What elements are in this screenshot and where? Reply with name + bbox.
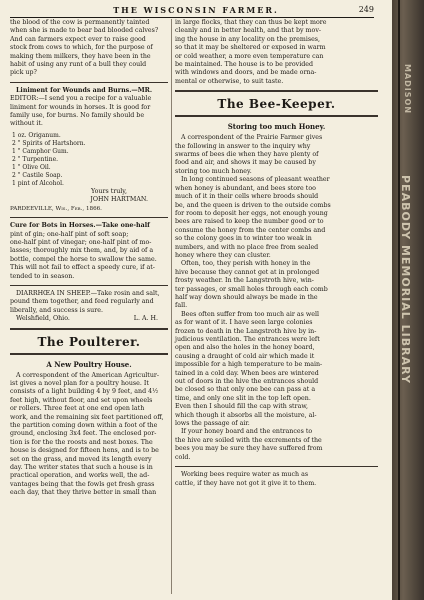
text-line: pick up? xyxy=(10,69,37,77)
right-column xyxy=(175,19,378,488)
place: Welshfield, Ohio. xyxy=(16,315,70,323)
intro-paragraph xyxy=(10,19,168,78)
text-line: Often, too, they perish with honey in the xyxy=(181,260,311,268)
poultry-article xyxy=(10,372,168,498)
text-line: numbers, and with no place free from sealed xyxy=(175,243,319,251)
section-rule xyxy=(10,328,168,331)
text-line: ist gives a novel plan for a poultry house. It xyxy=(10,379,149,387)
text-line: the partition coming down within a foot of the xyxy=(10,422,158,429)
diarrhea-article xyxy=(10,290,168,324)
text-line: mental or otherwise, to suit taste. xyxy=(175,77,284,85)
text-line: feet high, without floor, and set upon wheels xyxy=(10,396,153,404)
section-rule xyxy=(10,217,168,218)
text-line: cold. xyxy=(175,453,191,461)
text-line: so that it may be sheltered or exposed in warm xyxy=(175,44,326,52)
text-line: EDITOR:—I send you a recipe for a valuable xyxy=(10,95,152,103)
bots-heading: Cure for Bots in Horses.—Take one-half xyxy=(10,222,150,230)
text-line: be maintained. The house is to be provided xyxy=(175,61,314,69)
text-line: liberally, and success is sure. xyxy=(10,306,103,314)
section-rule xyxy=(10,285,168,286)
dateline: PARDEEVILLE, Wis., Feb., 1866. xyxy=(10,205,102,212)
text-line: or cold weather, a more even temperature can xyxy=(175,52,324,60)
text-line: And can farmers expect ever to raise good xyxy=(10,35,146,43)
text-line: work, and the remaining six feet partitioned off, xyxy=(10,413,164,421)
text-line: lows the passage of air. xyxy=(175,420,250,428)
text-line: the following in answer to the inquiry why xyxy=(175,142,311,150)
signature: JOHN HARTMAN. xyxy=(90,196,148,204)
section-rule xyxy=(175,115,378,118)
article-title: Storing too much Honey. xyxy=(227,122,326,132)
text-line: as for want of it. I have seen large colonies xyxy=(175,319,313,327)
text-line: or rollers. Three feet at one end open lath xyxy=(10,405,145,413)
text-line: when honey is abundant, and bees store too xyxy=(175,184,316,192)
text-line: so the colony goes in to winter too weak in xyxy=(175,235,312,243)
text-line: for room to deposit her eggs, not enough young xyxy=(175,209,328,217)
text-line: bees are raised to keep the number good or to xyxy=(175,218,324,226)
spine-label: PEABODY MEMORIAL LIBRARY xyxy=(399,175,412,384)
article-title: A New Poultry House. xyxy=(46,359,132,369)
text-line: set on the grass, and moved its length every xyxy=(10,455,152,463)
text-line: tended to in season. xyxy=(10,272,75,280)
text-line: bees you may be sure they have suffered from xyxy=(175,445,323,453)
text-line: day. The writer states that such a house is in xyxy=(10,464,153,472)
book-binding xyxy=(392,0,424,600)
text-line: which though it absorbs all the moisture, al- xyxy=(175,411,317,419)
text-line: open and also the holes in the honey board, xyxy=(175,344,315,352)
section-rule xyxy=(10,82,168,83)
text-line: when she is made to bear bad blooded calves? xyxy=(10,27,159,35)
text-line: pound them together, and feed regularly and xyxy=(10,298,154,306)
text-line: in large flocks, that they can thus be kept more xyxy=(175,19,327,26)
text-line: In long continued seasons of pleasant weather xyxy=(181,176,330,184)
recipe-item: 2 " Turpentine. xyxy=(12,155,59,163)
text-line: ground, enclosing 3x4 feet. The enclosed por- xyxy=(10,430,157,438)
closing: Yours truly, xyxy=(90,187,128,195)
text-line: swarms of bees die when they have plenty of xyxy=(175,151,319,159)
text-line: without it. xyxy=(10,120,43,128)
journal-title: THE WISCONSIN FARMER. xyxy=(113,5,279,15)
text-line: the blood of the cow is permanently tainted xyxy=(10,19,150,26)
header-rule xyxy=(10,17,374,18)
text-line: hive because they cannot get at in prolonged xyxy=(175,268,320,276)
text-line: Working bees require water as much as xyxy=(181,471,309,479)
column-divider xyxy=(171,19,172,594)
text-line: the hive are soiled with the excrements of the xyxy=(175,436,322,444)
section-heading-poulterer: The Poulterer. xyxy=(37,334,141,349)
running-header xyxy=(10,4,382,18)
recipe-item: 2 " Spirits of Hartshorn. xyxy=(12,139,86,147)
text-line: judicious ventilation. The entrances were left xyxy=(175,336,320,343)
diarrhea-heading: DIARRHŒA IN SHEEP.—Take rosin and salt, xyxy=(16,289,160,297)
left-column xyxy=(10,19,168,498)
text-line: fall. xyxy=(175,302,188,310)
text-line: be closed so that only one bee can pass at a xyxy=(175,386,316,394)
text-line: A correspondent of the Prairie Farmer gives xyxy=(181,134,323,142)
initials: L. A. H. xyxy=(133,315,158,323)
text-line: causing a draught of cold air which made it xyxy=(175,352,315,360)
recipe-item: 1 " Olive Oil. xyxy=(12,163,51,171)
bots-article xyxy=(10,222,168,281)
text-line: cattle, if they have not got it give it to them. xyxy=(175,479,317,487)
text-line: food and air, and shows it may be caused by xyxy=(175,159,316,167)
text-line: If your honey board and the entrances to xyxy=(181,428,313,436)
text-line: house is designed for fifteen hens, and is to be xyxy=(10,447,159,455)
text-line: vantages being that the fowls get fresh grass xyxy=(10,480,155,488)
recipe-item: 1 pint of Alcohol. xyxy=(12,179,64,187)
text-line: honey where they can cluster. xyxy=(175,251,271,259)
text-line: frosty weather. In the Langstroth hive, win- xyxy=(175,277,314,285)
text-line: impossible for a high temperature to be main- xyxy=(175,361,323,369)
text-line: stock from cows to which, for the purpose of xyxy=(10,44,153,52)
text-line: ing the house in any locality on the premises, xyxy=(175,35,321,43)
section-rule xyxy=(175,466,378,467)
section-rule xyxy=(175,90,378,93)
text-line: Bees often suffer from too much air as well xyxy=(181,310,319,318)
recipe-item: 2 " Castile Soap. xyxy=(12,171,63,179)
text-line: liniment for wounds in horses. It is good for xyxy=(10,103,151,111)
text-line: making them milkers, they have been in the xyxy=(10,52,151,60)
text-line: storing too much honey. xyxy=(175,167,252,175)
spine-label-small: MADISON xyxy=(403,64,412,115)
text-line: family use, for burns. No family should be xyxy=(10,112,145,120)
text-line: one-half pint of vinegar; one-half pint of mo- xyxy=(10,238,152,246)
text-line: consists of a light building 4 by 9 feet, and 4½ xyxy=(10,388,159,396)
text-line: time, and only one slit in the top left open. xyxy=(175,394,311,402)
text-line: habit of using any runt of a bull they could xyxy=(10,61,147,69)
poultry-continuation xyxy=(175,19,378,86)
text-line: frozen to death in the Langstroth hive by in- xyxy=(175,327,317,335)
water-note xyxy=(175,471,378,488)
section-heading-bee-keeper: The Bee-Keeper. xyxy=(217,97,336,112)
text-line: This will not fail to effect a speedy cure, if at- xyxy=(10,264,155,272)
text-line: bottle, compel the horse to swallow the same. xyxy=(10,255,157,263)
text-line: pint of gin; one-half pint of soft soap; xyxy=(10,230,129,238)
recipe-item: 1 oz. Origanum. xyxy=(12,131,61,139)
recipe-item: 1 " Camphor Gum. xyxy=(12,147,69,155)
text-line: tion is for the the roosts and nest boxes. The xyxy=(10,438,153,446)
text-line: with windows and doors, and be made orna- xyxy=(175,69,317,77)
text-line: practical operation, and works well, the ad- xyxy=(10,472,150,480)
text-line: cleanly and in better health, and that by mov- xyxy=(175,27,322,35)
text-line: much of it in their cells where broods should xyxy=(175,193,319,201)
text-line: Even then I should fill the cap with straw, xyxy=(175,403,308,411)
section-rule xyxy=(10,353,168,356)
text-line: each day, that they thrive better in small than xyxy=(10,489,157,497)
page-number: 249 xyxy=(358,5,374,14)
text-line: tained in a cold day. When bees are wintered xyxy=(175,369,319,377)
text-line: consume the honey from the center combs and xyxy=(175,226,326,234)
recipe-list xyxy=(10,132,168,188)
text-line: be, and the queen is driven to the outside combs xyxy=(175,201,331,209)
text-line: half way down should always be made in the xyxy=(175,293,318,301)
text-line: ter passages, or small holes through each comb xyxy=(175,285,328,293)
text-line: lasses; thoroughly mix them, and, by aid of a xyxy=(10,247,154,255)
liniment-article xyxy=(10,87,168,213)
text-line: A correspondent of the American Agricultur- xyxy=(16,371,160,379)
text-line: out of doors in the hive the entrances should xyxy=(175,378,319,386)
liniment-heading: Liniment for Wounds and Burns.—MR. xyxy=(16,86,153,94)
bee-article xyxy=(175,134,378,462)
